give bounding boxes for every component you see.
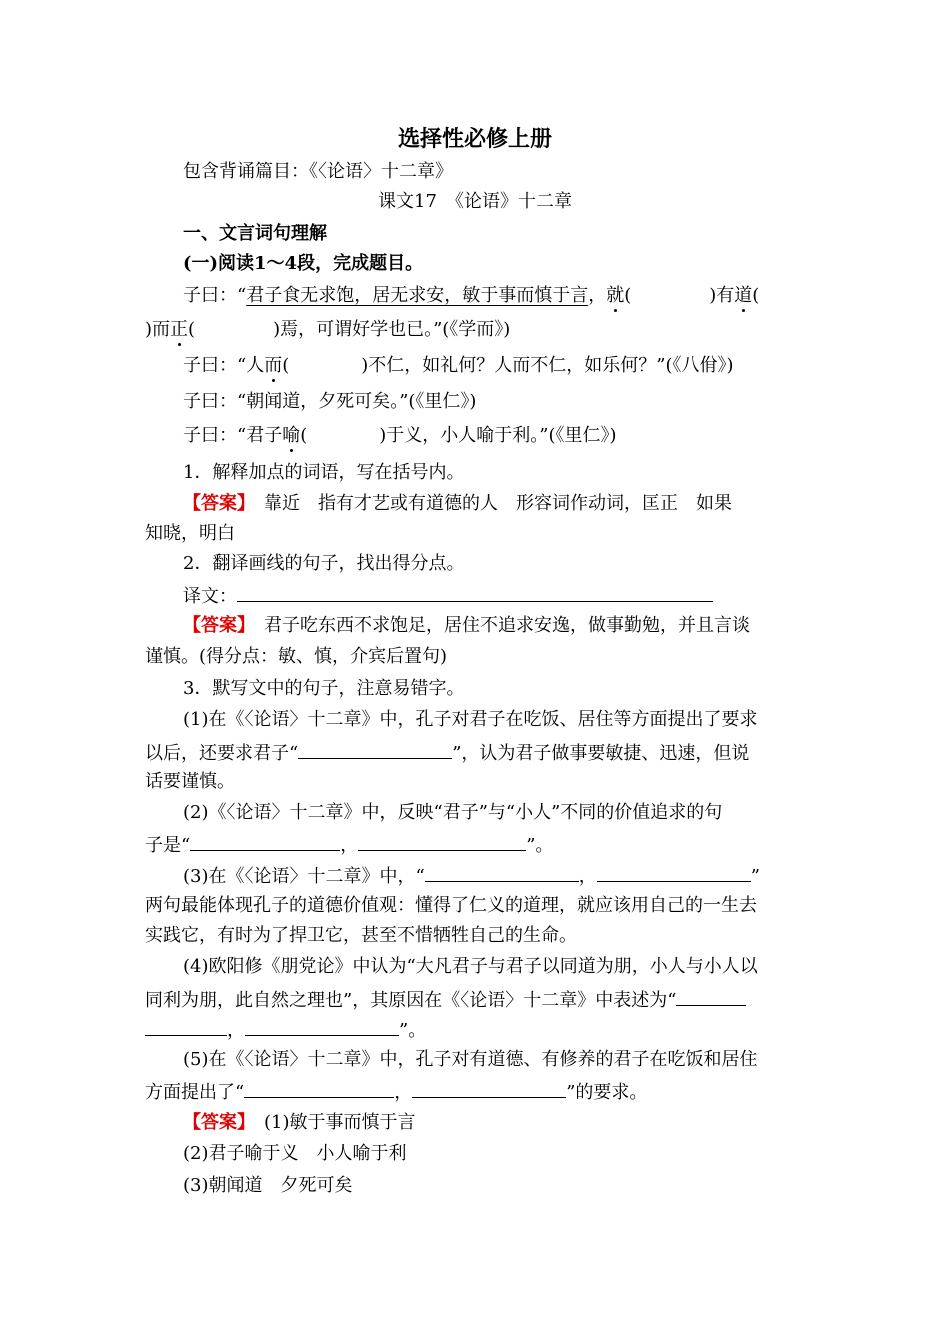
- answer-1: 【答案】 靠近 指有才艺或有道德的人 形容词作动词，匡正 如果: [183, 493, 732, 514]
- section-heading: 一、文言词句理解: [183, 223, 327, 244]
- fill-blank: [676, 987, 746, 1006]
- passage-line: 子曰：“君子食无求饱，居无求安，敏于事而慎于言，就( )有道(: [183, 285, 760, 306]
- q3-1-cont: 以后，还要求君子“ ”，认为君子做事要敏捷、迅速，但说: [145, 740, 749, 766]
- page-title: 选择性必修上册: [397, 126, 552, 152]
- question-2: 2．翻译画线的句子，找出得分点。: [183, 553, 465, 574]
- dotted-word: 而: [264, 355, 283, 376]
- answer-1-cont: 知晓，明白: [145, 523, 235, 544]
- answer-3: 【答案】 (1)敏于事而慎于言: [183, 1112, 416, 1133]
- answer-3-item: (2)君子喻于义 小人喻于利: [183, 1143, 407, 1164]
- fill-blank: [244, 1079, 394, 1098]
- passage-line: 子曰：“人而( )不仁，如礼何？人而不仁，如乐何？”(《八佾》): [183, 355, 734, 376]
- fill-blank: [358, 832, 526, 851]
- dotted-word: 正: [170, 319, 189, 340]
- fill-blank: [298, 740, 452, 759]
- dotted-word: 道: [734, 285, 753, 306]
- answer-2: 【答案】 君子吃东西不求饱足，居住不追求安逸，做事勤勉，并且言谈: [183, 615, 750, 636]
- answer-label: 【答案】: [183, 1112, 246, 1133]
- q3-3-cont: 两句最能体现孔子的道德价值观：懂得了仁义的道理，就应该用自己的一生去: [145, 895, 757, 916]
- fill-blank: [597, 863, 751, 882]
- fill-blank: [190, 832, 340, 851]
- q3-3: (3)在《〈论语〉十二章》中，“ ， ”: [183, 863, 760, 889]
- fill-blank: [425, 863, 579, 882]
- passage-line: )而正( )焉，可谓好学也已。”(《学而》): [145, 319, 511, 340]
- q3-2-cont: 子是“ ， ”。: [145, 832, 553, 858]
- answer-2-cont: 谨慎。(得分点：敏、慎，介宾后置句): [145, 646, 448, 667]
- passage-line: 子曰：“朝闻道，夕死可矣。”(《里仁》): [183, 391, 477, 412]
- translation-blank: [237, 583, 713, 602]
- q3-1: (1)在《〈论语〉十二章》中，孔子对君子在吃饭、居住等方面提出了要求: [183, 709, 758, 730]
- q3-4-cont: ， ”。: [145, 1017, 426, 1043]
- answer-label: 【答案】: [183, 615, 246, 636]
- q3-4: (4)欧阳修《朋党论》中认为“大凡君子与君子以同道为朋，小人与小人以: [183, 956, 758, 977]
- q3-1-cont: 话要谨慎。: [145, 771, 235, 792]
- dotted-word: 喻: [282, 425, 301, 446]
- question-1: 1．解释加点的词语，写在括号内。: [183, 462, 465, 483]
- q3-3-cont: 实践它，有时为了捍卫它，甚至不惜牺牲自己的生命。: [145, 925, 577, 946]
- q3-4-cont: 同利为朋，此自然之理也”，其原因在《〈论语〉十二章》中表述为“: [145, 987, 746, 1013]
- passage-line: 子曰：“君子喻( )于义，小人喻于利。”(《里仁》): [183, 425, 617, 446]
- translation-line: 译文：: [183, 583, 713, 609]
- question-3: 3．默写文中的句子，注意易错字。: [183, 678, 465, 699]
- underlined-sentence: 君子食无求饱，居无求安，敏于事而慎于言: [246, 285, 589, 306]
- answer-label: 【答案】: [183, 493, 246, 514]
- recite-line: 包含背诵篇目：《〈论语〉十二章》: [183, 161, 453, 182]
- fill-blank: [145, 1017, 227, 1036]
- answer-3-item: (3)朝闻道 夕死可矣: [183, 1175, 353, 1196]
- dotted-word: 就: [606, 285, 625, 306]
- fill-blank: [245, 1017, 399, 1036]
- fill-blank: [412, 1079, 566, 1098]
- sub-heading: (一)阅读1～4段，完成题目。: [183, 253, 424, 274]
- q3-5-cont: 方面提出了“ ， ”的要求。: [145, 1079, 647, 1105]
- q3-2: (2)《〈论语〉十二章》中，反映“君子”与“小人”不同的价值追求的句: [183, 802, 723, 823]
- q3-5: (5)在《〈论语〉十二章》中，孔子对有道德、有修养的君子在吃饭和居住: [183, 1049, 758, 1070]
- lesson-heading: 课文17 《论语》十二章: [378, 191, 572, 212]
